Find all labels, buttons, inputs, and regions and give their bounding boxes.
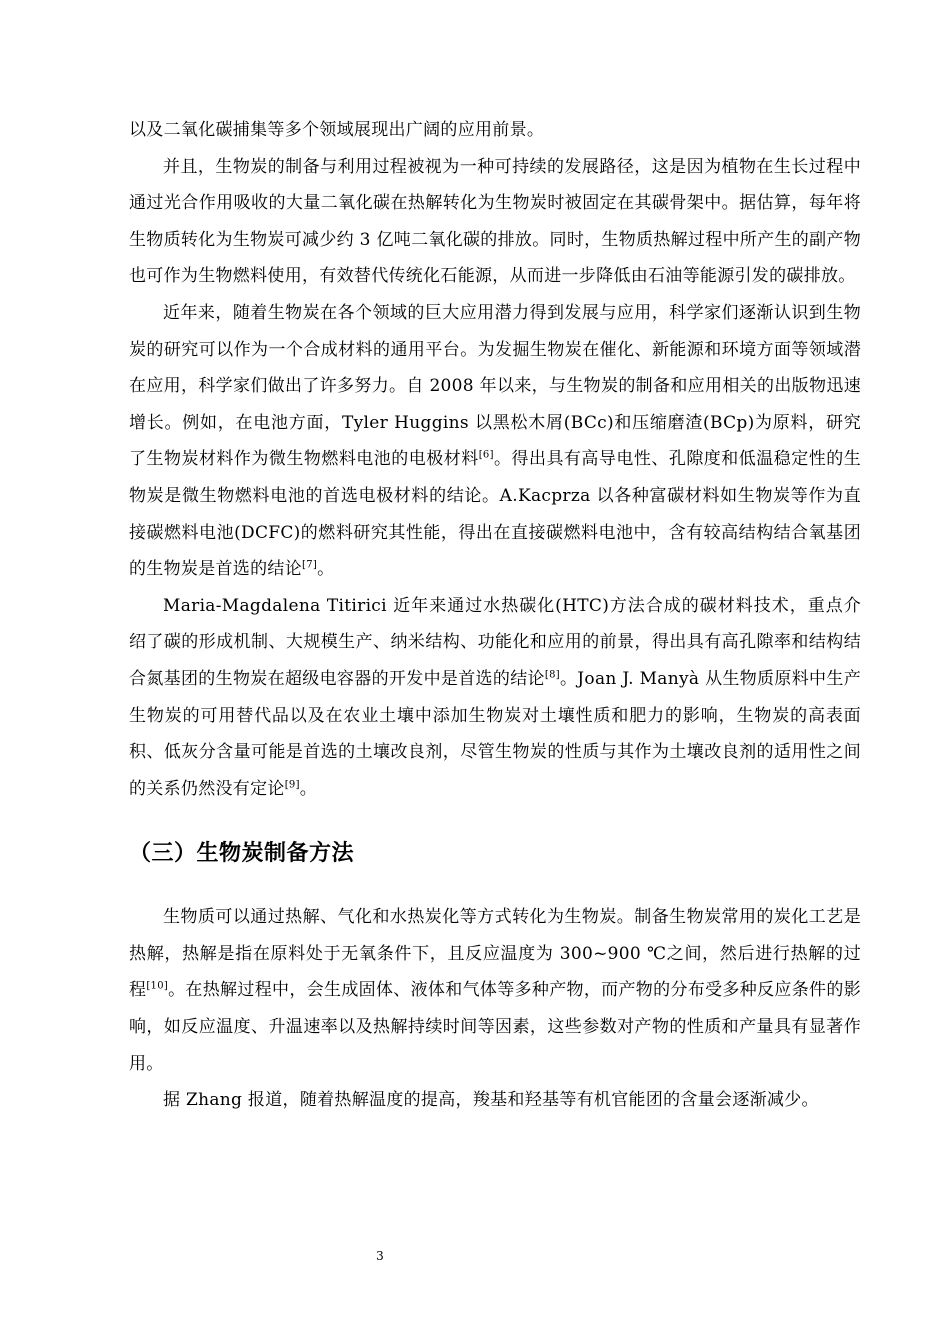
citation-10: [10]	[146, 980, 169, 992]
section-heading: （三）生物炭制备方法	[129, 841, 355, 867]
document-body	[129, 112, 861, 1119]
page-number: 3	[376, 1249, 384, 1263]
paragraph-continuation: 以及二氧化碳捕集等多个领域展现出广阔的应用前景。	[129, 120, 545, 140]
citation-6: [6]	[478, 449, 494, 461]
citation-7: [7]	[302, 559, 318, 571]
paragraph-sustainability: 并且，生物炭的制备与利用过程被视为一种可持续的发展路径，这是因为植物在生长过程中通过光合作用吸收的大量二氧化碳在热解转化为生物炭时被固定在其碳骨架中。据估算，每年将生物质转化为生物炭可减少约 3 亿吨二氧化碳的排放。同时，生物质热解过程中所产生的副产物也可作为生物燃料使用，有效替代传统化石能源，从而进一步降低由石油等能源引发的碳排放。	[129, 156, 861, 287]
citation-9: [9]	[284, 779, 300, 791]
paragraph-applications: 近年来，随着生物炭在各个领域的巨大应用潜力得到发展与应用，科学家们逐渐认识到生物炭的研究可以作为一个合成材料的通用平台。为发掘生物炭在催化、新能源和环境方面等领域潜在应用，科学家们做出了许多努力。自 2008 年以来，与生物炭的制备和应用相关的出版物迅速增长。例如，在电池方面，Tyler Huggins 以黑松木屑(BCc)和压缩磨渣(BCp)为原料，研究了生物炭材料作为微生物燃料电池的电极材料[6]。得出具有高导电性、孔隙度和低温稳定性的生物炭是微生物燃料电池的首选电极材料的结论。A.Kacprza 以各种富碳材料如生物炭等作为直接碳燃料电池(DCFC)的燃料研究其性能，得出在直接碳燃料电池中，含有较高结构结合氧基团的生物炭是首选的结论[7]。	[129, 302, 861, 580]
paragraph-pyrolysis: 生物质可以通过热解、气化和水热炭化等方式转化为生物炭。制备生物炭常用的炭化工艺是热解，热解是指在原料处于无氧条件下，且反应温度为 300~900 ℃之间，然后进行热解的过程[10]。在热解过程中，会生成固体、液体和气体等多种产物，而产物的分布受多种反应条件的影响，如反应温度、升温速率以及热解持续时间等因素，这些参数对产物的性质和产量具有显著作用。	[129, 907, 861, 1074]
citation-8: [8]	[544, 669, 560, 681]
paragraph-htc: Maria-Magdalena Titirici 近年来通过水热碳化(HTC)方法合成的碳材料技术，重点介绍了碳的形成机制、大规模生产、纳米结构、功能化和应用的前景，得出具有高孔隙率和结构结合氮基团的生物炭在超级电容器的开发中是首选的结论[8]。Joan J. Manyà 从生物质原料中生产生物炭的可用替代品以及在农业土壤中添加生物炭对土壤性质和肥力的影响，生物炭的高表面积、低灰分含量可能是首选的土壤改良剂，尽管生物炭的性质与其作为土壤改良剂的适用性之间的关系仍然没有定论[9]。	[129, 595, 861, 799]
paragraph-zhang: 据 Zhang 报道，随着热解温度的提高，羧基和羟基等有机官能团的含量会逐渐减少。	[163, 1090, 819, 1111]
